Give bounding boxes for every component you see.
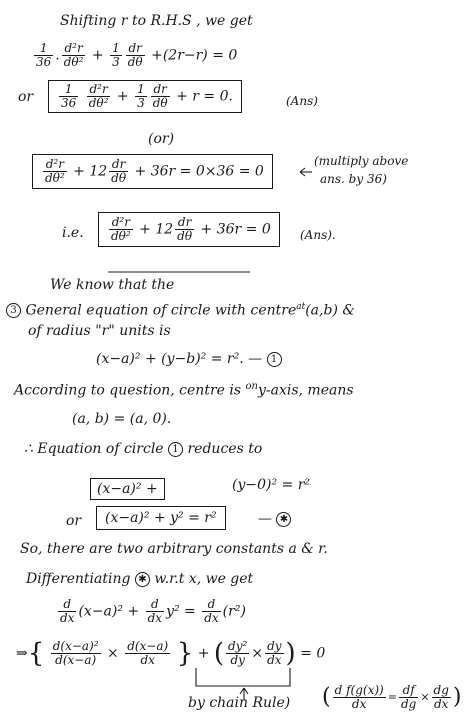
chain-rule-formula: ( $\frac{\text{d f(g(x))}}{dx}$ = $\frac{df}{dg}$ × $\frac{dg}{dx}$ )	[322, 683, 462, 711]
ans-label-2: (Ans).	[300, 228, 336, 242]
equation-3-box: $\frac{\text{d²r}}{\text{dθ²}}$ + 12 $\frac{dr}{d\theta}$ + 36r = 0×36 = 0	[32, 154, 273, 189]
text-rhs: R.H.S , we get	[150, 13, 253, 29]
centre-values: (a, b) = (a, 0).	[72, 411, 172, 427]
or-label: or	[18, 89, 34, 105]
ie-label: i.e.	[62, 225, 84, 241]
equation-2-box: $\frac{1}{36}$ $\frac{\text{d²r}}{\text{dθ²}}$ + $\frac{1}{3}$ $\frac{dr}{d\theta}$ + r = 0.	[48, 80, 242, 113]
chain-rule-label: by chain Rule)	[188, 695, 291, 711]
text-r: r	[120, 13, 128, 29]
arbitrary-constants-line: So, there are two arbitrary constants a & r.	[20, 541, 328, 557]
ans-label-1: (Ans)	[286, 94, 318, 108]
reduced-equation-box: (x−a)² + y² = r²	[96, 506, 226, 530]
chain-bracket	[196, 668, 290, 686]
general-eq-line: 3 General equation of circle with centre$^{at}$(a,b) &	[6, 298, 355, 320]
equation-4-box: $\frac{\text{d²r}}{\text{dθ²}}$ + 12 $\frac{dr}{d\theta}$ + 36r = 0	[98, 212, 280, 247]
text-shifting: Shifting	[60, 13, 117, 29]
or-label-2: or	[66, 513, 82, 529]
text-to: to	[131, 13, 147, 29]
know-line: We know that the	[50, 277, 175, 293]
star-tag-row: — ✱	[258, 510, 291, 528]
equation-1: $\frac{1}{36}$ . $\frac{\text{d²r}}{\text{dθ²}}$ + $\frac{1}{3}$ $\frac{dr}{d\theta}$ +(2r−r) = 0	[36, 41, 238, 69]
star-tag: ✱	[276, 512, 291, 527]
according-line: According to question, centre is $^{on}$y-axis, means	[14, 381, 354, 399]
differentiating-line: Differentiating ✱ w.r.t x, we get	[26, 571, 254, 587]
chain-expansion: ⇒{ $\frac{\text{d(x−a)²}}{d(x-a)}$ × $\frac{d(x-a)}{dx}$ } + ( $\frac{\text{dy²}}{dy}$ × $\frac{dy}{dx}$ ) = 0	[16, 638, 326, 669]
question-number: 3	[6, 303, 21, 318]
derivative-equation: $\frac{d}{dx}$ (x−a)² + $\frac{d}{dx}$ y² = $\frac{d}{dx}$ (r²)	[60, 597, 246, 625]
note-multiply-2: ans. by 36)	[320, 172, 387, 186]
note-multiply-1: (multiply above	[314, 154, 409, 168]
circle-equation-1: (x−a)² + (y−b)² = r². — 1	[96, 350, 282, 368]
reduces-line: ∴ Equation of circle 1 reduces to	[24, 441, 263, 457]
expanded-eq-part-a: (x−a)² +	[90, 478, 165, 500]
radius-line: of radius "r" units is	[28, 323, 171, 339]
or-separator: (or)	[148, 131, 175, 147]
tag-1: 1	[267, 352, 282, 367]
expanded-eq-part-b: (y−0)² = r²	[232, 477, 311, 493]
